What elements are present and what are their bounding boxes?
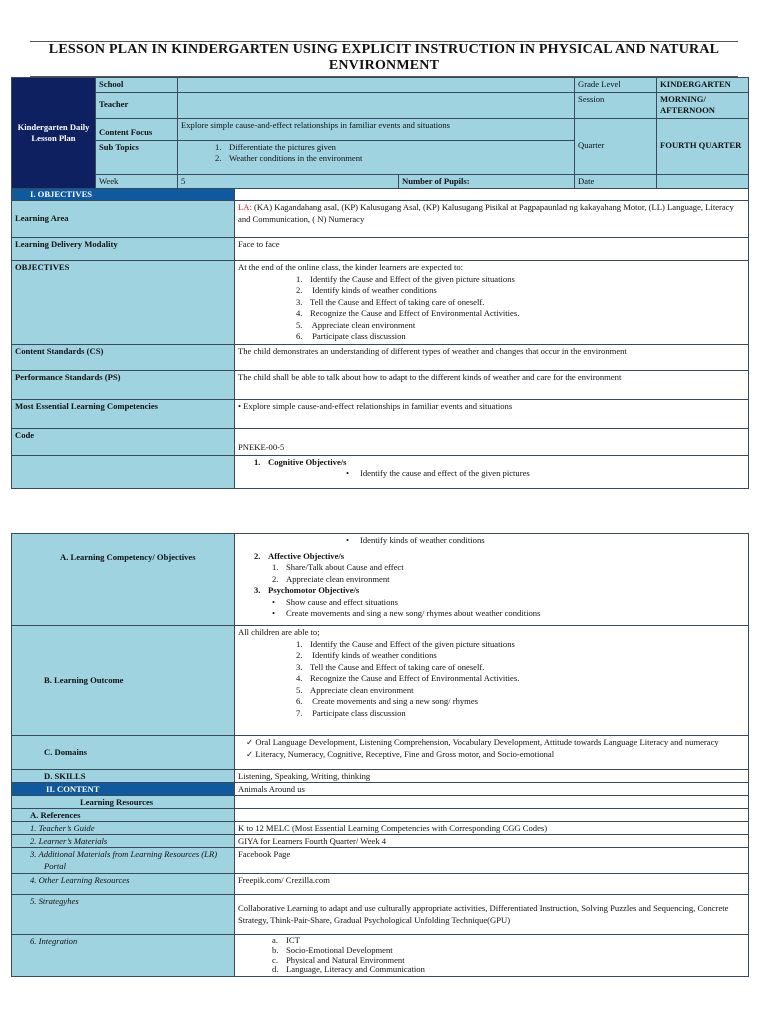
objective-item: 2. Identify kinds of weather conditions [296,285,437,295]
learning-outcome-content [235,626,749,736]
date-value [657,174,749,189]
cognitive-label-blank [12,455,235,488]
number-of-pupils-label: Number of Pupils: [399,174,575,189]
sub-topic-item: 1. Differentiate the pictures given [215,141,336,152]
objectives-section-heading: I. OBJECTIVES [12,189,235,201]
melc-value: • Explore simple cause-and-effect relationships in familiar events and situations [235,399,749,428]
integration-item: a. ICT [272,935,300,945]
other-resources-value: Freepik.com/ Crezilla.com [235,874,749,895]
sub-topics-label: Sub Topics [96,140,178,174]
objective-item: 4. Recognize the Cause and Effect of Environmental Activities. [296,308,520,318]
domain-item: ✓ Oral Language Development, Listening Comprehension, Vocabulary Development, Attitude towards Language Literacy and numeracy [246,737,719,747]
cognitive-item: • Identify kinds of weather conditions [346,535,485,545]
competency-label: A. Learning Competency/ Objectives [12,534,235,626]
objectives-intro: At the end of the online class, the kinder learners are expected to: [238,262,464,272]
competency-content [235,534,749,626]
teacher-label: Teacher [96,92,178,118]
objective-item: 5. Appreciate clean environment [296,319,416,330]
delivery-modality-label: Learning Delivery Modality [12,238,235,261]
grade-level-label: Grade Level [575,78,657,93]
objectives-content [235,261,749,345]
quarter-value: FOURTH QUARTER [657,118,749,174]
strategies-value: Collaborative Learning to adapt and use culturally appropriate activities, Differentiated Instruction, Solving Puzzles and Sequencing, Concrete Strategy, Think-Pair-Share, Gradual Psychological Unfolding Technique(GPU) [235,895,749,935]
sub-topic-item: 2. Weather conditions in the environment [215,153,363,163]
quarter-label: Quarter [575,118,657,174]
references-blank [235,809,749,822]
learners-materials-value: GIYA for Learners Fourth Quarter/ Week 4 [235,835,749,848]
integration-label: 6. Integration [12,935,235,977]
outcome-item: 6. Create movements and sing a new song/ rhymes [296,696,479,706]
integration-content [235,935,749,977]
integration-item: c. Physical and Natural Environment [272,954,405,965]
psychomotor-heading: 3. Psychomotor Objective/s [254,585,360,595]
skills-label: D. SKILLS [12,770,235,783]
date-label: Date [575,174,657,189]
outcome-item: 2. Identify kinds of weather conditions [296,650,437,660]
delivery-modality-value: Face to face [235,238,749,261]
strategies-label: 5. Strategyhes [12,895,235,935]
outcome-item: 3. Tell the Cause and Effect of taking care of oneself. [296,661,485,672]
learning-resources-blank [235,796,749,809]
code-value: PNEKE-00-5 [235,428,749,455]
content-section-heading: II. CONTENT [12,783,235,796]
additional-materials-value: Facebook Page [235,848,749,874]
affective-item: 2. Appreciate clean environment [272,573,390,584]
objective-item: 3. Tell the Cause and Effect of taking care of oneself. [296,296,485,307]
code-label: Code [12,428,235,455]
cognitive-heading: 1. Cognitive Objective/s [254,456,347,467]
outcome-item: 1. Identify the Cause and Effect of the given picture situations [296,638,515,649]
objective-item: 1. Identify the Cause and Effect of the given picture situations [296,273,515,284]
content-standards-label: Content Standards (CS) [12,344,235,370]
domains-content [235,736,749,770]
teachers-guide-value: K to 12 MELC (Most Essential Learning Competencies with Corresponding CGG Codes) [235,822,749,835]
learners-materials-label: 2. Learner’s Materials [12,835,235,848]
outcome-item: 5. Appreciate clean environment [296,684,414,695]
psychomotor-item: • Show cause and effect situations [272,596,399,607]
performance-standards-label: Performance Standards (PS) [12,370,235,399]
cognitive-item: • Identify the cause and effect of the given pictures [346,468,530,478]
content-focus-value: Explore simple cause-and-effect relationships in familiar events and situations [178,118,575,140]
title-line-2: ENVIRONMENT [328,58,440,73]
session-value: MORNING/ AFTERNOON [657,92,749,118]
additional-materials-label: 3. Additional Materials from Learning Resources (LR) Portal [12,848,235,874]
melc-label: Most Essential Learning Competencies [12,399,235,428]
learning-outcome-label: B. Learning Outcome [12,626,235,736]
performance-standards-value: The child shall be able to talk about how to adapt to the different kinds of weather and care for the environment [235,370,749,399]
teachers-guide-label: 1. Teacher’s Guide [12,822,235,835]
outcome-item: 4. Recognize the Cause and Effect of Environmental Activities. [296,673,520,683]
learning-area-label: Learning Area [12,201,235,238]
other-resources-label: 4. Other Learning Resources [12,874,235,895]
week-value: 5 [178,174,399,189]
affective-heading: 2. Affective Objective/s [254,550,345,561]
dlp-side-label: Kindergarten Daily Lesson Plan [12,78,96,189]
objectives-section-blank [235,189,749,201]
domains-label: C. Domains [12,736,235,770]
integration-item: b. Socio-Emotional Development [272,944,393,955]
learning-resources-label: Learning Resources [12,796,235,809]
integration-item: d. Language, Literacy and Communication [272,964,425,975]
content-focus-label: Content Focus [96,118,178,140]
page-title [30,42,738,74]
grade-level-value: KINDERGARTEN [657,78,749,93]
domain-item: ✓ Literacy, Numeracy, Cognitive, Receptive, Fine and Gross motor, and Socio-emotional [246,748,555,759]
lesson-plan-table-1 [11,77,749,489]
check-icon: ✓ [246,737,256,747]
objective-item: 6. Participate class discussion [296,331,406,341]
sub-topics-list [178,140,575,174]
psychomotor-item: • Create movements and sing a new song/ rhymes about weather conditions [272,608,541,618]
teacher-value [178,92,575,118]
skills-value: Listening, Speaking, Writing, thinking [235,770,749,783]
affective-item: 1. Share/Talk about Cause and effect [272,562,404,572]
references-label: A. References [12,809,235,822]
lesson-plan-table-2 [11,533,749,977]
title-line-1: LESSON PLAN IN KINDERGARTEN USING EXPLICIT INSTRUCTION IN PHYSICAL AND NATURAL [48,42,720,57]
learning-outcome-intro: All children are able to; [238,627,320,637]
content-section-value: Animals Around us [235,783,749,796]
school-value [178,78,575,93]
learning-area-value: LA: (KA) Kagandahang asal, (KP) Kalusugang Asal, (KP) Kalusugang Pisikal at Pagpapaunlad ng kakayahang Motor, (LL) Language, Literacy and Communication, ( N) Numeracy [235,201,749,238]
content-standards-value: The child demonstrates an understanding of different types of weather and changes that occur in the environment [235,344,749,370]
check-icon: ✓ [246,748,256,759]
week-label: Week [96,174,178,189]
school-label: School [96,78,178,93]
objectives-label: OBJECTIVES [12,261,235,345]
session-label: Session [575,92,657,118]
outcome-item: 7. Participate class discussion [296,707,406,718]
cognitive-objectives [235,455,749,488]
